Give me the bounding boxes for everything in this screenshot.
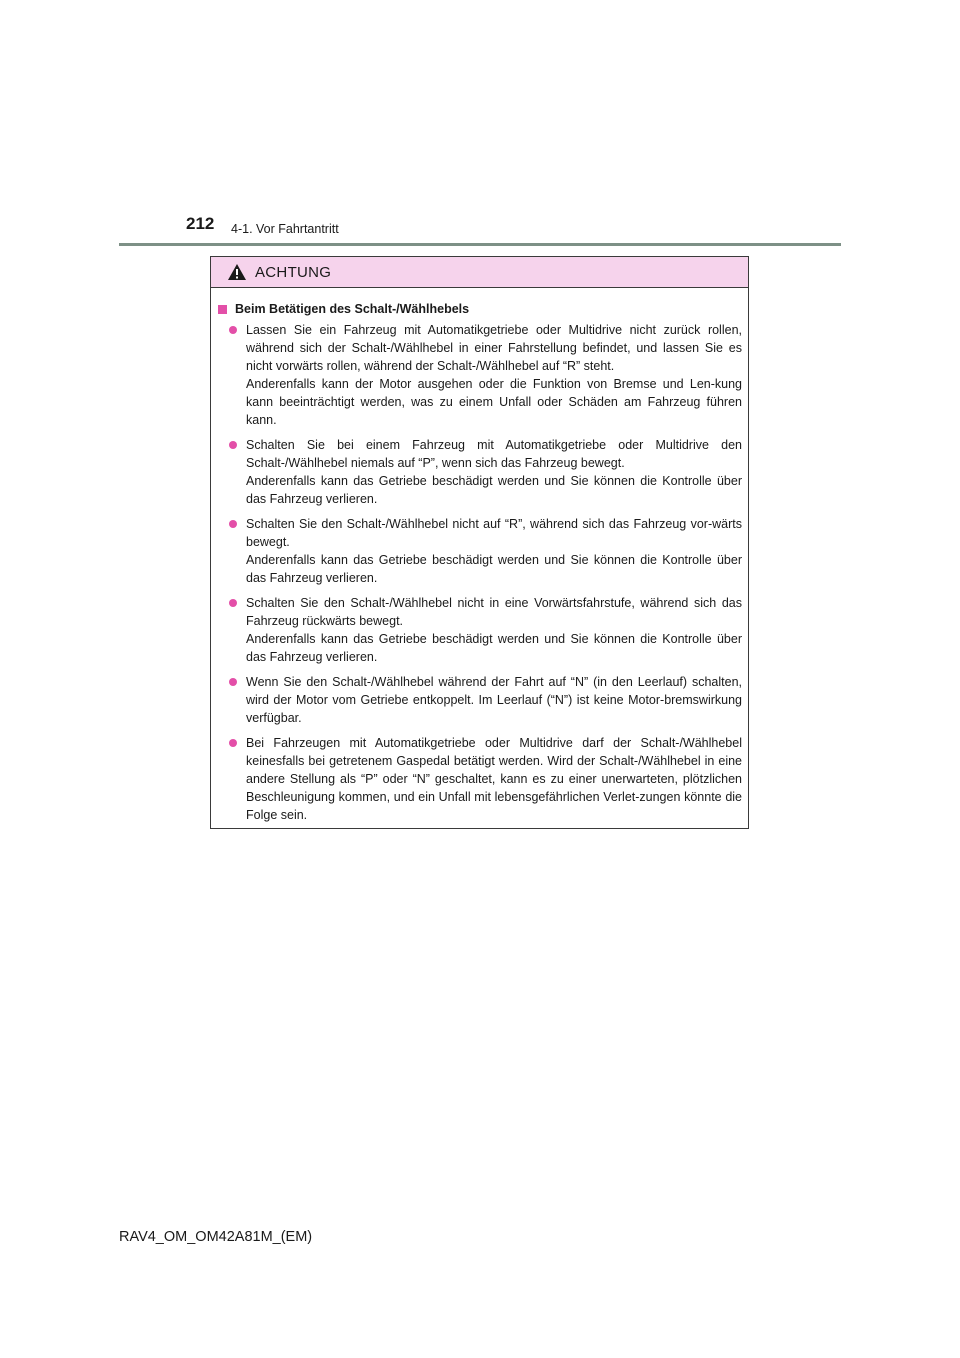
warning-header	[211, 257, 748, 288]
warning-item-text: Lassen Sie ein Fahrzeug mit Automatikgetriebe oder Multidrive nicht zurück rollen, während sich der Schalt-/Wählhebel in einer Fahrstellung befindet, und lassen Sie es nicht vorwärts rollen, während der Schalt-/Wählhebel auf “R” steht.	[246, 323, 742, 373]
warning-item-text: Anderenfalls kann das Getriebe beschädigt werden und Sie können die Kontrolle über das Fahrzeug verlieren.	[246, 632, 742, 664]
warning-item	[215, 515, 742, 587]
warning-item-text: Anderenfalls kann der Motor ausgehen oder die Funktion von Bremse und Len-kung kann beeinträchtigt werden, was zu einem Unfall oder Schäden am Fahrzeug führen kann.	[246, 377, 742, 427]
header-divider	[119, 243, 841, 246]
warning-item-text: Wenn Sie den Schalt-/Wählhebel während der Fahrt auf “N” (in den Leerlauf) schalten, wird der Motor vom Getriebe entkoppelt. Im Leerlauf (“N”) ist keine Motor-bremswirkung verfügbar.	[246, 675, 742, 725]
circle-bullet-icon	[229, 678, 237, 686]
warning-item	[215, 594, 742, 666]
warning-item-text: Schalten Sie den Schalt-/Wählhebel nicht auf “R”, während sich das Fahrzeug vor-wärts bewegt.	[246, 517, 742, 549]
warning-box	[210, 256, 749, 829]
circle-bullet-icon	[229, 441, 237, 449]
circle-bullet-icon	[229, 326, 237, 334]
warning-item	[215, 321, 742, 429]
circle-bullet-icon	[229, 520, 237, 528]
circle-bullet-icon	[229, 739, 237, 747]
warning-subheading-text: Beim Betätigen des Schalt-/Wählhebels	[235, 302, 470, 316]
section-title: 4-1. Vor Fahrtantritt	[231, 222, 339, 236]
square-bullet-icon	[218, 305, 227, 314]
warning-body	[211, 288, 748, 824]
warning-item-text: Anderenfalls kann das Getriebe beschädigt werden und Sie können die Kontrolle über das Fahrzeug verlieren.	[246, 553, 742, 585]
warning-item	[215, 734, 742, 824]
warning-item	[215, 673, 742, 727]
warning-item-text: Schalten Sie bei einem Fahrzeug mit Automatikgetriebe oder Multidrive den Schalt-/Wählhebel niemals auf “P”, wenn sich das Fahrzeug bewegt.	[246, 438, 742, 470]
warning-item-text: Schalten Sie den Schalt-/Wählhebel nicht in eine Vorwärtsfahrstufe, während sich das Fahrzeug rückwärts bewegt.	[246, 596, 742, 628]
warning-item-text: Bei Fahrzeugen mit Automatikgetriebe oder Multidrive darf der Schalt-/Wählhebel keinesfalls bei getretenem Gaspedal betätigt werden. Wird der Schalt-/Wählhebel in eine andere Stellung als “P” oder “N” geschaltet, kann es zu einer unerwarteten, plötzlichen Beschleunigung kommen, und ein Unfall mit lebensgefährlichen Verlet-zungen könnte die Folge sein.	[246, 736, 742, 822]
warning-item	[215, 436, 742, 508]
warning-item-text: Anderenfalls kann das Getriebe beschädigt werden und Sie können die Kontrolle über das Fahrzeug verlieren.	[246, 474, 742, 506]
page-number: 212	[186, 214, 215, 233]
circle-bullet-icon	[229, 599, 237, 607]
warning-title: ACHTUNG	[255, 263, 332, 281]
document-code: RAV4_OM_OM42A81M_(EM)	[119, 1229, 313, 1245]
warning-subheading	[215, 302, 742, 316]
warning-triangle-icon	[227, 263, 247, 281]
